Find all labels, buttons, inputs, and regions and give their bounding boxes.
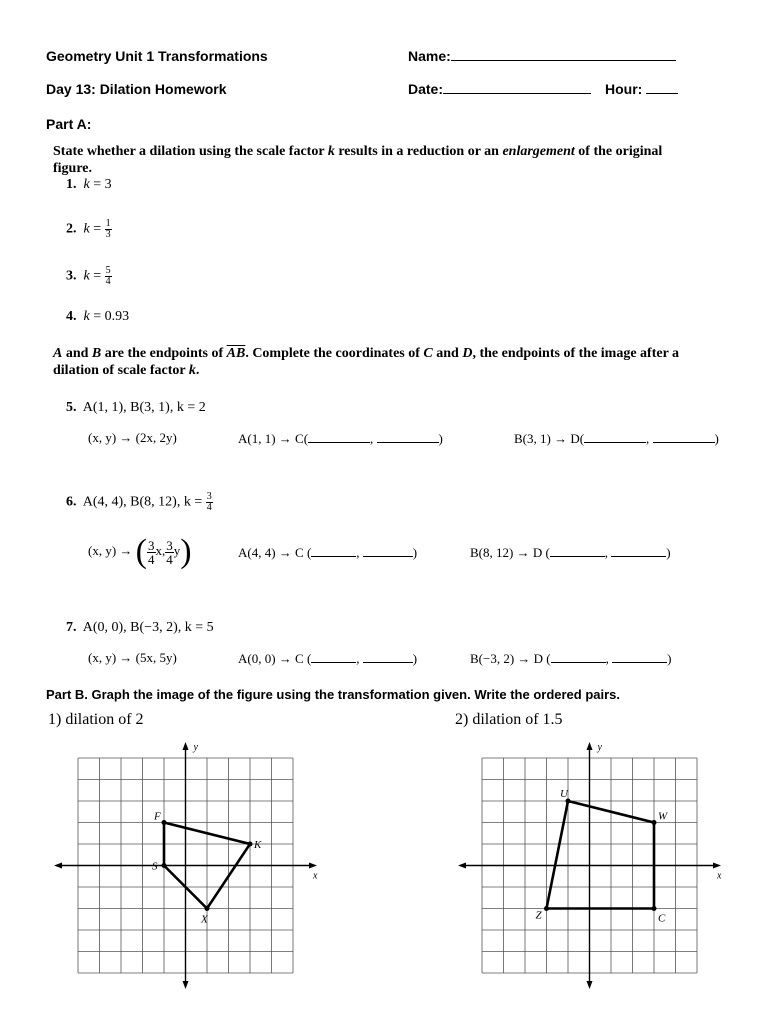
part-b-title: Part B. Graph the image of the figure using the transformation given. Write the ordered pairs.	[46, 687, 621, 702]
vertex-label-C: C	[658, 912, 666, 925]
figure-polygon	[547, 801, 655, 909]
graph-1-label: 1) dilation of 2	[48, 711, 144, 728]
problem-6: 6. A(4, 4), B(8, 12), k = $\frac{3}{4}$	[66, 491, 212, 513]
course-title: Geometry Unit 1 Transformations	[46, 48, 268, 64]
vertex-F	[162, 820, 167, 825]
vertex-K	[248, 842, 253, 847]
name-label: Name:	[408, 48, 451, 64]
y-axis-arrow-up	[183, 742, 189, 750]
problem-7: 7. A(0, 0), B(−3, 2), k = 5	[66, 620, 214, 635]
graph-2[interactable]	[458, 742, 722, 989]
problem-5: 5. A(1, 1), B(3, 1), k = 2	[66, 400, 206, 415]
hour-label: Hour:	[605, 81, 643, 97]
y-axis-arrow-up	[587, 742, 593, 750]
problem-6-c-answer[interactable]: A(4, 4) → C ( , )	[238, 545, 418, 560]
problem-6-d-answer[interactable]: B(8, 12) → D ( , )	[470, 545, 671, 560]
x-axis-arrow-left	[458, 863, 466, 869]
part-a-instruction: State whether a dilation using the scale factor k results in a reduction or an enlargement of the original figure.	[53, 144, 663, 176]
x-axis-arrow-left	[54, 863, 62, 869]
vertex-label-K: K	[254, 839, 262, 851]
y-axis-arrow-down	[587, 981, 593, 989]
x-axis-arrow-right	[713, 863, 721, 869]
x-axis-arrow-right	[309, 863, 317, 869]
problem-5-c-answer[interactable]: A(1, 1) → C( , )	[238, 431, 443, 446]
x-axis-label: x	[313, 870, 318, 882]
vertex-Z	[544, 906, 549, 911]
fraction-5-4: $\frac{5}{4}$	[105, 265, 111, 287]
problem-5-d-answer[interactable]: B(3, 1) → D( , )	[514, 431, 719, 446]
vertex-C	[652, 906, 657, 911]
vertex-label-W: W	[658, 810, 668, 823]
problem-7-c-answer[interactable]: A(0, 0) → C ( , )	[238, 651, 418, 666]
problem-7-d-answer[interactable]: B(−3, 2) → D ( , )	[470, 651, 672, 666]
problem-7-rule: (x, y) → (5x, 5y)	[88, 650, 177, 665]
problem-6-rule: (x, y) → ( $\frac{3}{4}x$, $\frac{3}{4}y$)	[88, 533, 192, 570]
y-axis-arrow-down	[183, 981, 189, 989]
y-axis-label: y	[193, 742, 198, 753]
vertex-label-U: U	[560, 788, 568, 800]
problem-3: 3. k = $\frac{5}{4}$	[66, 265, 111, 287]
graph-2-label: 2) dilation of 1.5	[455, 711, 563, 728]
vertex-S	[162, 863, 167, 868]
problem-1: 1. k = 3	[66, 177, 112, 192]
vertex-label-Z: Z	[535, 909, 542, 922]
y-axis-label: y	[597, 742, 602, 753]
date-label: Date:	[408, 81, 444, 97]
graph-1[interactable]	[54, 742, 318, 989]
vertex-label-X: X	[201, 913, 208, 926]
day-title: Day 13: Dilation Homework	[46, 81, 227, 97]
part-a-title: Part A:	[46, 116, 92, 132]
endpoints-instruction: A and B are the endpoints of $\overline{AB}$. Complete the coordinates of C and D, the endpoints of the image after a dilation of scale factor k.	[53, 346, 680, 378]
vertex-X	[205, 906, 210, 911]
problem-5-rule: (x, y) → (2x, 2y)	[88, 430, 177, 445]
vertex-W	[652, 820, 657, 825]
fraction-3-4: $\frac{3}{4}$	[206, 491, 212, 513]
vertex-label-F: F	[154, 810, 161, 823]
fraction-1-3: $\frac{1}{3}$	[105, 218, 111, 240]
problem-2: 2. k = $\frac{1}{3}$	[66, 218, 111, 240]
vertex-label-S: S	[152, 860, 158, 873]
x-axis-label: x	[717, 870, 722, 882]
problem-4: 4. k = 0.93	[66, 309, 130, 324]
